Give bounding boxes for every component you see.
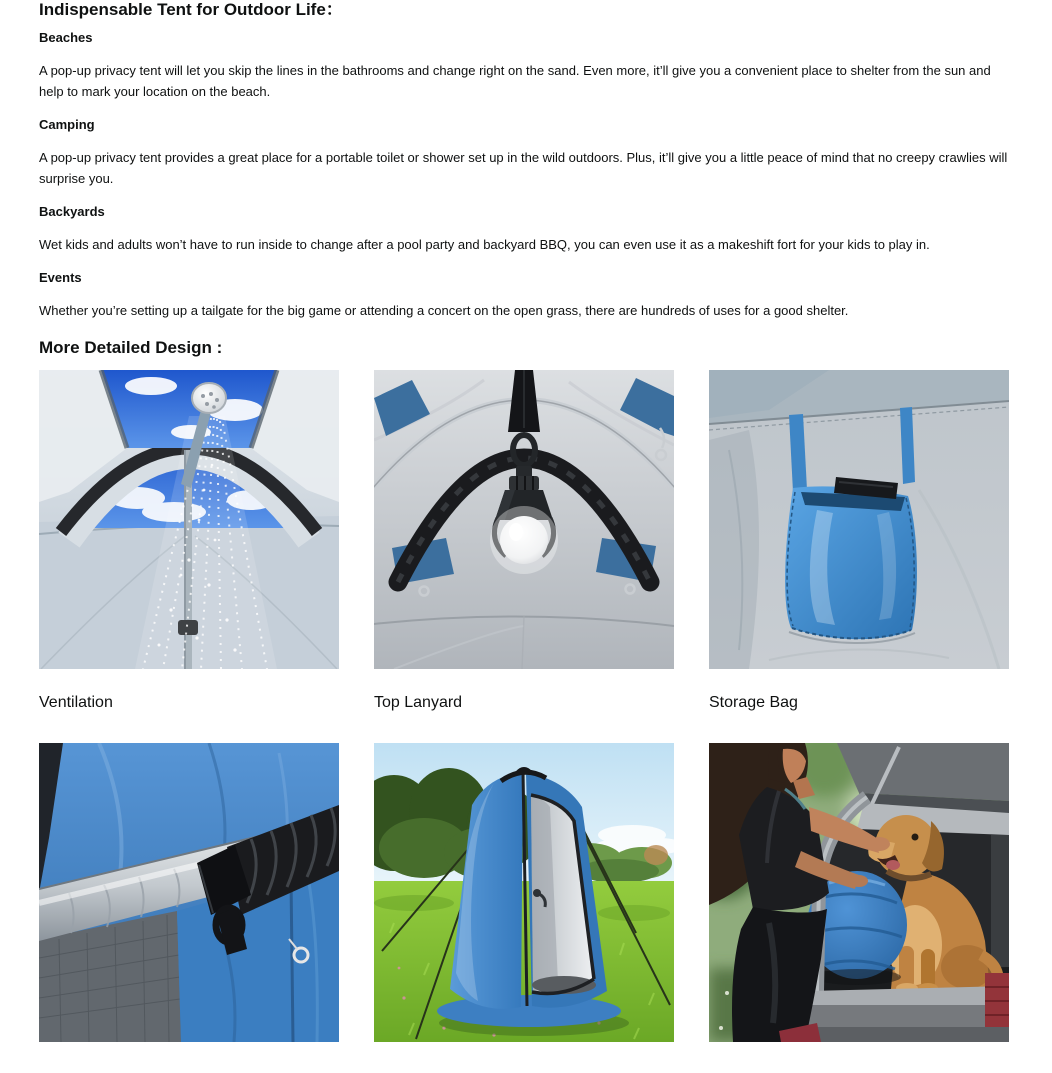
page-title: Indispensable Tent for Outdoor Life： [39,0,343,19]
paragraph-backyards: Wet kids and adults won’t have to run inside to change after a pool party and backyard BBQ, you can even use it as a makeshift fort for your kids to play in. [39,237,930,252]
caption-ventilation: Ventilation [39,694,113,711]
heading-camping: Camping [39,117,95,132]
gallery-figure-car-trunk [709,743,1009,1073]
paragraph-beaches: A pop-up privacy tent will let you skip the lines in the bathrooms and change right on the sand. Even more, it’ll give you a convenient place to shelter from the sun and help to mark your location on the beach. [39,63,991,99]
caption-top-lanyard: Top Lanyard [374,694,463,711]
car-trunk-photo [709,743,1009,1042]
window-roll-photo [39,743,339,1042]
section-backyards [39,205,1009,255]
storage-bag-photo [709,370,1009,669]
heading-backyards: Backyards [39,204,105,219]
tent-outdoor-photo [374,743,674,1042]
top-lanyard-photo [374,370,674,669]
gallery-figure-tent-outdoor [374,743,674,1073]
heading-events: Events [39,270,82,285]
gallery-figure-storage-bag [709,370,1009,743]
design-heading: More Detailed Design : [39,338,223,357]
heading-beaches: Beaches [39,30,93,45]
gallery-figure-ventilation [39,370,339,743]
caption-storage-bag: Storage Bag [709,694,798,711]
gallery-figure-top-lanyard [374,370,674,743]
gallery-figure-window-roll [39,743,339,1073]
section-events [39,271,1009,321]
paragraph-camping: A pop-up privacy tent provides a great place for a portable toilet or shower set up in the wild outdoors. Plus, it’ll give you a little peace of mind that no creepy crawlies will surprise you. [39,150,1008,186]
ventilation-photo [39,370,339,669]
section-beaches [39,31,1009,102]
design-gallery [39,370,1009,1073]
section-camping [39,118,1009,189]
paragraph-events: Whether you’re setting up a tailgate for the big game or attending a concert on the open grass, there are hundreds of uses for a good shelter. [39,303,849,318]
